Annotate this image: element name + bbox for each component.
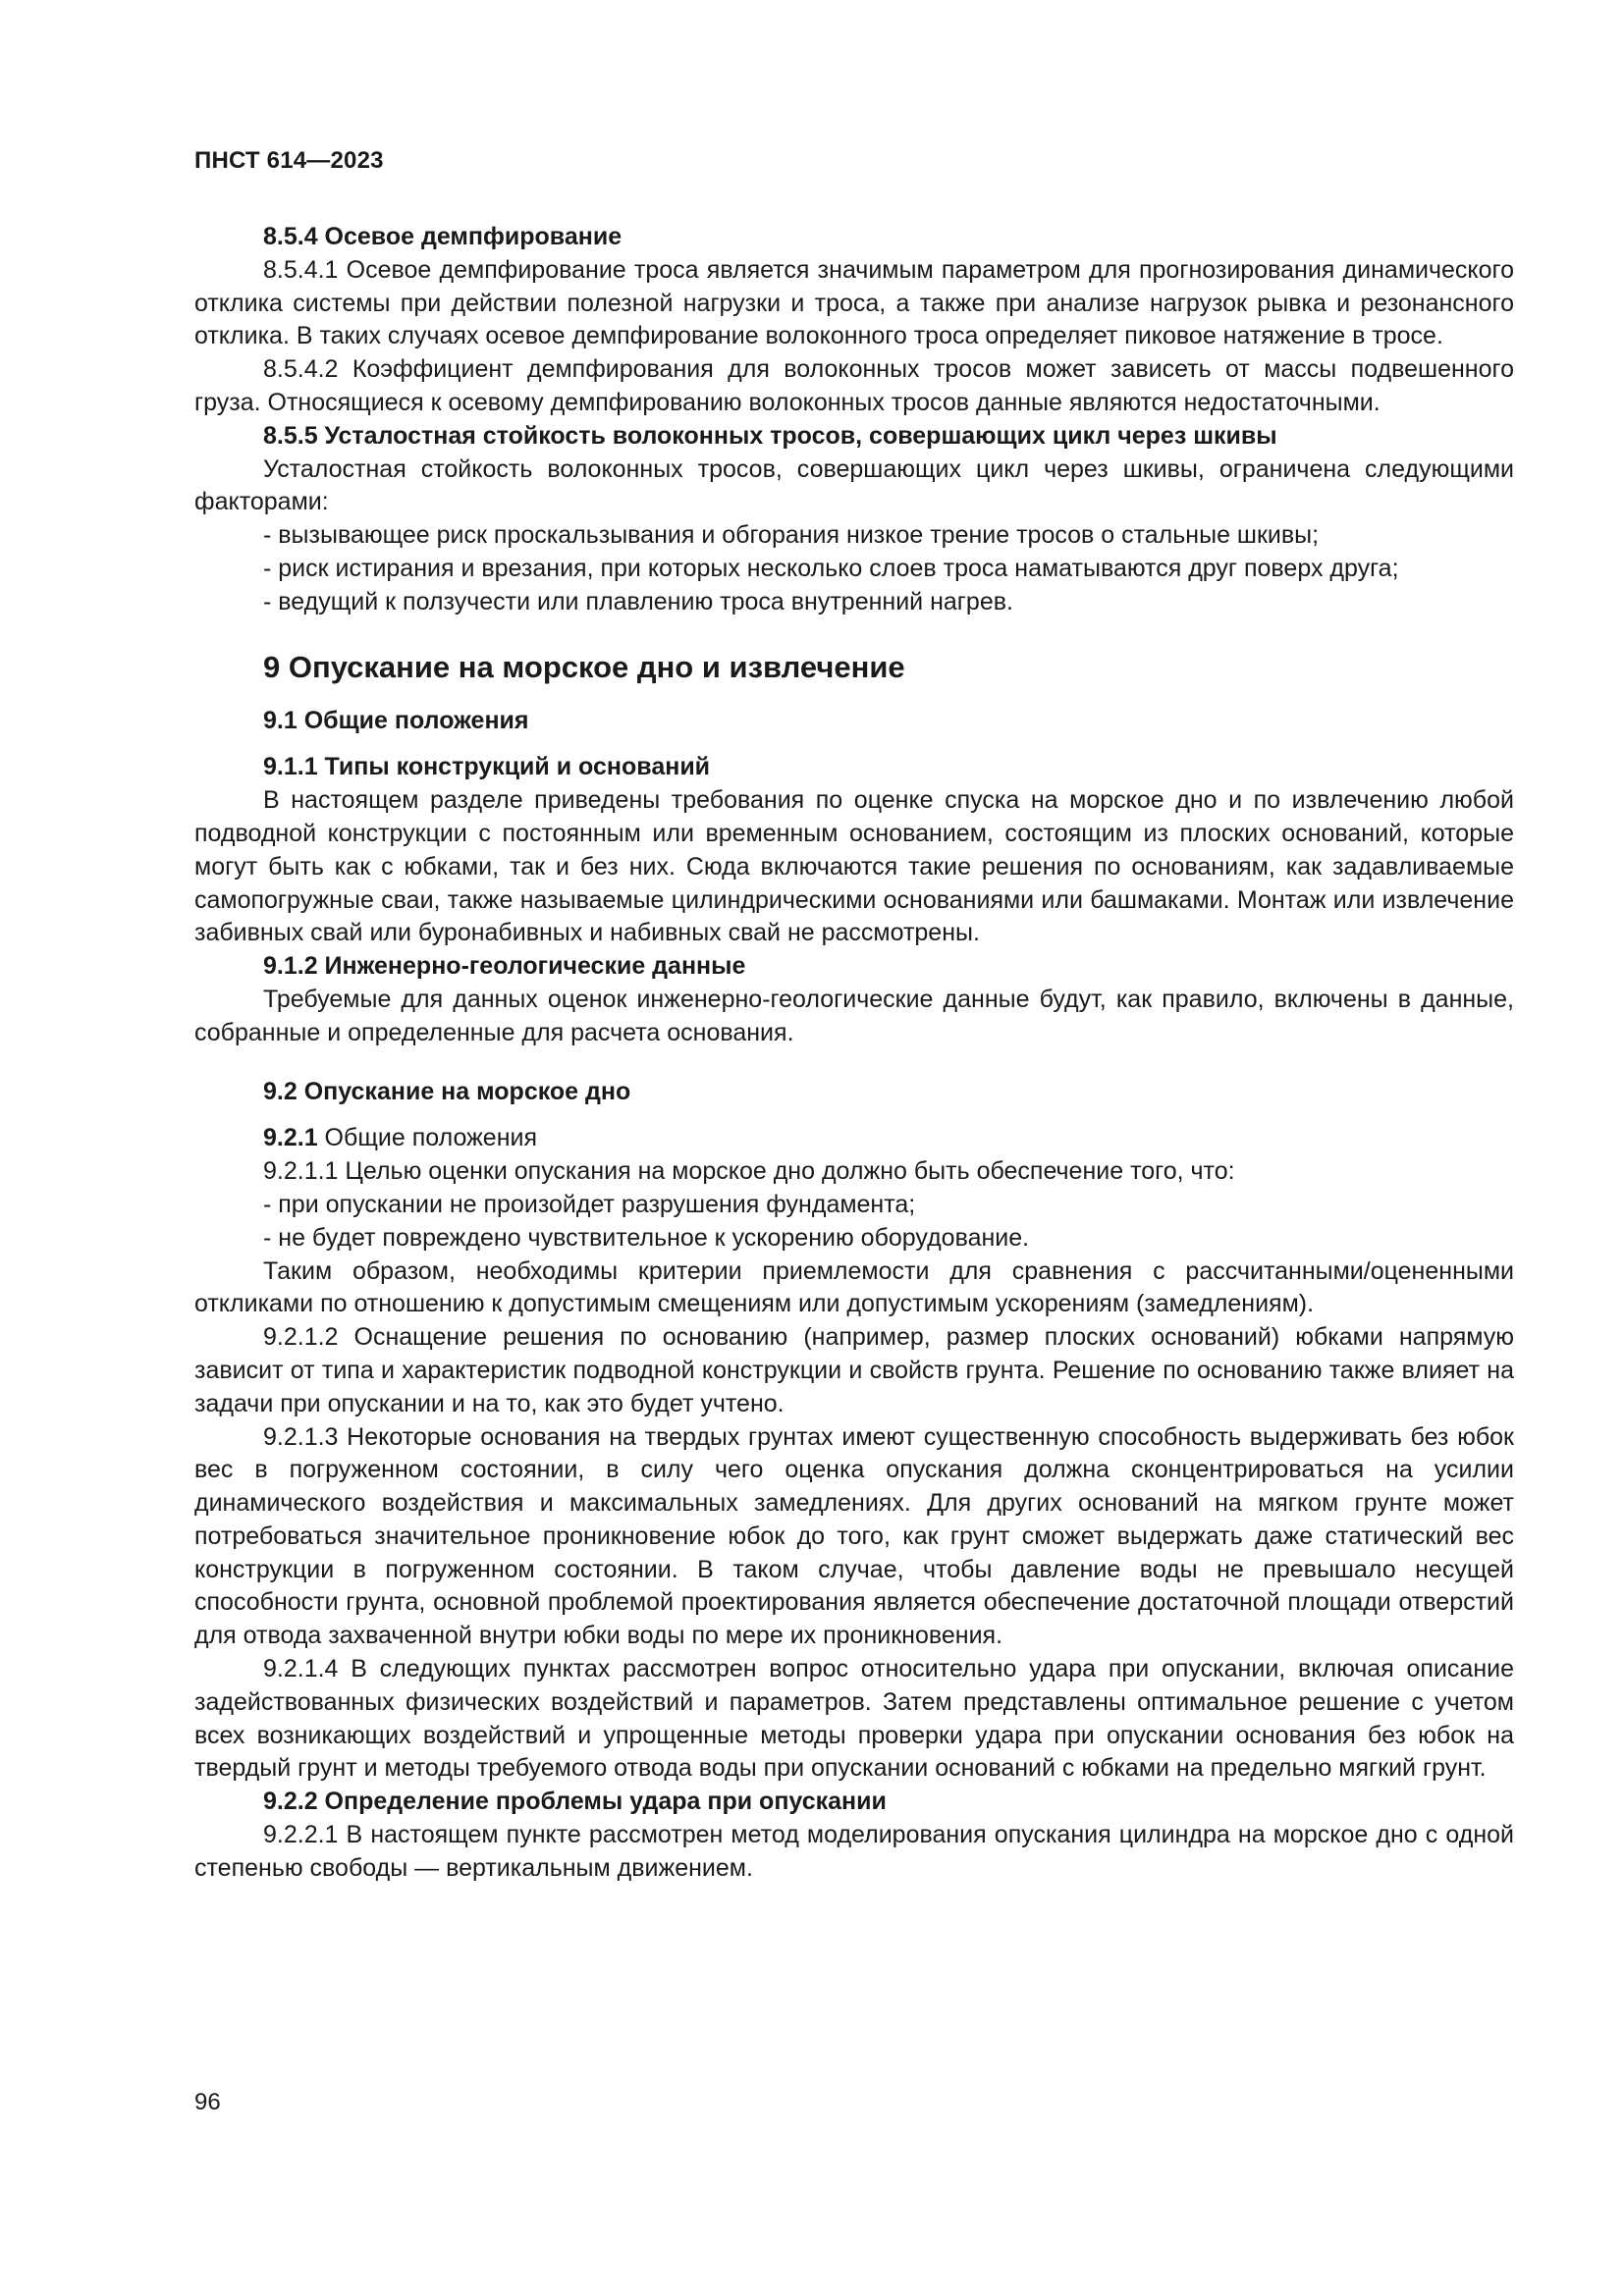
section-8-5-4-heading: 8.5.4 Осевое демпфирование: [263, 223, 623, 250]
paragraph-8-5-5: Усталостная стойкость волоконных тросов, совершающих цикл через шкивы, ограничена следующими факторами:: [194, 454, 1514, 516]
section-9-2-2-heading: 9.2.2 Определение проблемы удара при опускании: [263, 1788, 887, 1816]
section-9-2-heading: 9.2 Опускание на морское дно: [263, 1077, 631, 1105]
section-9-2-1-number: 9.2.1: [263, 1124, 318, 1152]
paragraph-9-2-2-1: 9.2.2.1 В настоящем пункте рассмотрен метод моделирования опускания цилиндра на морское дно с одной степенью свободы — вертикальным движением.: [194, 1821, 1514, 1882]
section-9-1-heading: 9.1 Общие положения: [263, 706, 529, 734]
list-item: - вызывающее риск проскальзывания и обгорания низкое трение тросов о стальные шкивы;: [263, 521, 1320, 550]
standard-code-header: ПНСТ 614—2023: [194, 147, 384, 174]
list-item: - при опускании не произойдет разрушения фундамента;: [263, 1190, 916, 1218]
section-9-2-1-heading: [194, 1122, 1514, 1155]
list-item: - не будет повреждено чувствительное к ускорению оборудование.: [263, 1223, 1030, 1252]
list-item: - риск истирания и врезания, при которых несколько слоев троса наматываются друг поверх друга;: [263, 554, 1399, 582]
section-9-1-1-heading: 9.1.1 Типы конструкций и оснований: [263, 753, 711, 781]
paragraph-9-2-1-1: 9.2.1.1 Целью оценки опускания на морское дно должно быть обеспечение того, что:: [263, 1157, 1235, 1186]
paragraph-9-1-2: Требуемые для данных оценок инженерно-геологические данные будут, как правило, включены в данные, собранные и определенные для расчета основания.: [194, 985, 1514, 1046]
paragraph-9-2-1-4: 9.2.1.4 В следующих пунктах рассмотрен вопрос относительно удара при опускании, включая описание задействованных физических воздействий и параметров. Затем представлены оптимальное решение с учетом всех возникающих воздействий и упрощенные методы проверки удара при опускании основания без юбок на твердый грунт и методы требуемого отвода воды при опускании оснований с юбками на предельно мягкий грунт.: [194, 1655, 1514, 1783]
paragraph-9-2-1-2: 9.2.1.2 Оснащение решения по основанию (например, размер плоских оснований) юбками напрямую зависит от типа и характеристик подводной конструкции и свойств грунта. Решение по основанию также влияет на задачи при опускании и на то, как это будет учтено.: [194, 1323, 1514, 1417]
paragraph-9-2-1-3: 9.2.1.3 Некоторые основания на твердых грунтах имеют существенную способность выдерживать без юбок вес в погруженном состоянии, в силу чего оценка опускания должна сконцентрироваться на усилии динамического воздействия и максимальных замедлениях. Для других оснований на мягком грунте может потребоваться значительное проникновение юбок до того, как грунт сможет выдержать даже статический вес конструкции в погруженном состоянии. В таком случае, чтобы давление воды не превышало несущей способности грунта, основной проблемой проектирования является обеспечение достаточной площади отверстий для отвода захваченной внутри юбки воды по мере их проникновения.: [194, 1422, 1514, 1650]
paragraph-9-2-1-1-continued: Таким образом, необходимы критерии приемлемости для сравнения с рассчитанными/оцененными откликами по отношению к допустимым смещениям или допустимым ускорениям (замедлениям).: [194, 1256, 1514, 1318]
section-9-1-2-heading: 9.1.2 Инженерно-геологические данные: [263, 952, 746, 981]
section-9-heading: 9 Опускание на морское дно и извлечение: [263, 649, 905, 684]
section-8-5-5-heading: 8.5.5 Усталостная стойкость волоконных тросов, совершающих цикл через шкивы: [263, 421, 1277, 450]
page-content: [194, 221, 1514, 1886]
page-number: 96: [194, 2089, 221, 2115]
section-9-2-1-title: Общие положения: [317, 1124, 538, 1152]
list-item: - ведущий к ползучести или плавлению троса внутренний нагрев.: [263, 587, 1013, 615]
paragraph-9-1-1: В настоящем разделе приведены требования по оценке спуска на морское дно и по извлечению любой подводной конструкции с постоянным или временным основанием, состоящим из плоских оснований, которые могут быть как с юбками, так и без них. Сюда включаются такие решения по основаниям, как задавливаемые самопогружные сваи, также называемые цилиндрическими основаниями или башмаками. Монтаж или извлечение забивных свай или буронабивных и набивных свай не рассмотрены.: [194, 786, 1514, 947]
paragraph-8-5-4-1: 8.5.4.1 Осевое демпфирование троса является значимым параметром для прогнозирования динамического отклика системы при действии полезной нагрузки и троса, а также при анализе нагрузок рывка и резонансного отклика. В таких случаях осевое демпфирование волоконного троса определяет пиковое натяжение в тросе.: [194, 255, 1514, 350]
paragraph-8-5-4-2: 8.5.4.2 Коэффициент демпфирования для волоконных тросов может зависеть от массы подвешенного груза. Относящиеся к осевому демпфированию волоконных тросов данные являются недостаточными.: [194, 355, 1514, 416]
